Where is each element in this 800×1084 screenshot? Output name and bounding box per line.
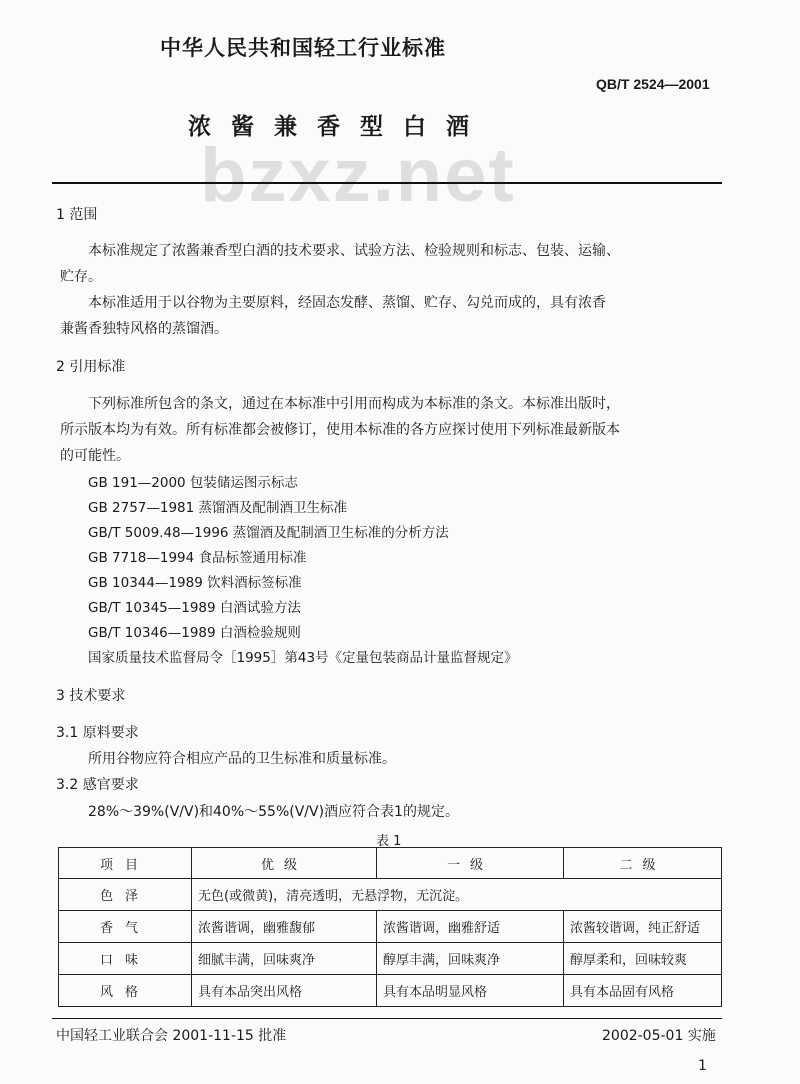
- header-grade-second: 二级: [564, 848, 722, 879]
- document-title: 浓 酱 兼 香 型 白 酒: [188, 114, 476, 140]
- table-row: [59, 975, 722, 1007]
- row-value: 醇厚丰满，回味爽净: [377, 943, 564, 975]
- reference-item: GB 10344—1989 饮料酒标签标准: [88, 575, 302, 591]
- row-value: 具有本品固有风格: [564, 975, 722, 1007]
- reference-item: GB 7718—1994 食品标签通用标准: [88, 550, 307, 566]
- section-1-heading: 1 范围: [56, 207, 98, 223]
- reference-item: GB/T 5009.48—1996 蒸馏酒及配制酒卫生标准的分析方法: [88, 525, 449, 541]
- section-3-2-text: 28%～39%(V/V)和40%～55%(V/V)酒应符合表1的规定。: [88, 804, 459, 820]
- section-1-paragraph-2-cont: 兼酱香独特风格的蒸馏酒。: [60, 321, 228, 337]
- header-rule: [52, 182, 722, 184]
- row-value: 无色(或微黄)，清亮透明，无悬浮物，无沉淀。: [192, 879, 722, 911]
- table-header-row: [59, 848, 722, 879]
- table-row: [59, 879, 722, 911]
- section-2-paragraph-cont-1: 所示版本均为有效。所有标准都会被修订，使用本标准的各方应探讨使用下列标准最新版本: [60, 422, 620, 438]
- footer-rule: [52, 1018, 722, 1019]
- row-value: 浓酱谐调，幽雅舒适: [377, 911, 564, 943]
- reference-item: GB 191—2000 包装储运图示标志: [88, 475, 298, 491]
- section-3-1-heading: 3.1 原料要求: [56, 725, 139, 741]
- row-item: 口味: [59, 943, 192, 975]
- row-value: 浓酱较谐调，纯正舒适: [564, 911, 722, 943]
- section-2-paragraph: 下列标准所包含的条文，通过在本标准中引用而构成为本标准的条文。本标准出版时，: [88, 396, 620, 412]
- row-value: 浓酱谐调，幽雅馥郁: [192, 911, 377, 943]
- section-3-2-heading: 3.2 感官要求: [56, 777, 139, 793]
- table-row: [59, 943, 722, 975]
- issuer-title: 中华人民共和国轻工行业标准: [160, 36, 446, 60]
- row-item: 风格: [59, 975, 192, 1007]
- section-2-paragraph-cont-2: 的可能性。: [60, 448, 130, 464]
- reference-item: GB/T 10346—1989 白酒检验规则: [88, 625, 301, 641]
- header-item: 项目: [59, 848, 192, 879]
- table-1-caption: 表 1: [376, 834, 402, 849]
- row-item: 色泽: [59, 879, 192, 911]
- header-grade-premium: 优级: [192, 848, 377, 879]
- reference-item: GB 2757—1981 蒸馏酒及配制酒卫生标准: [88, 500, 348, 516]
- section-3-1-text: 所用谷物应符合相应产品的卫生标准和质量标准。: [88, 751, 396, 767]
- row-item: 香气: [59, 911, 192, 943]
- reference-item: GB/T 10345—1989 白酒试验方法: [88, 600, 301, 616]
- row-value: 具有本品明显风格: [377, 975, 564, 1007]
- row-value: 细腻丰满，回味爽净: [192, 943, 377, 975]
- header-grade-first: 一级: [377, 848, 564, 879]
- section-3-heading: 3 技术要求: [56, 688, 126, 704]
- row-value: 醇厚柔和，回味较爽: [564, 943, 722, 975]
- section-1-paragraph-2: 本标准适用于以谷物为主要原料，经固态发酵、蒸馏、贮存、勾兑而成的，具有浓香: [88, 295, 606, 311]
- section-1-paragraph-1-cont: 贮存。: [60, 269, 102, 285]
- effective-date: 2002-05-01 实施: [602, 1028, 716, 1044]
- row-value: 具有本品突出风格: [192, 975, 377, 1007]
- watermark: bzxz.net: [200, 133, 516, 218]
- section-2-heading: 2 引用标准: [56, 359, 126, 375]
- table-row: [59, 911, 722, 943]
- section-1-paragraph-1: 本标准规定了浓酱兼香型白酒的技术要求、试验方法、检验规则和标志、包装、运输、: [88, 243, 620, 259]
- sensory-requirements-table: [58, 847, 722, 1007]
- page-number: 1: [698, 1058, 707, 1074]
- approval-line: 中国轻工业联合会 2001-11-15 批准: [56, 1028, 287, 1044]
- reference-item: 国家质量技术监督局令［1995］第43号《定量包装商品计量监督规定》: [88, 650, 518, 666]
- standard-code: QB/T 2524—2001: [596, 76, 710, 92]
